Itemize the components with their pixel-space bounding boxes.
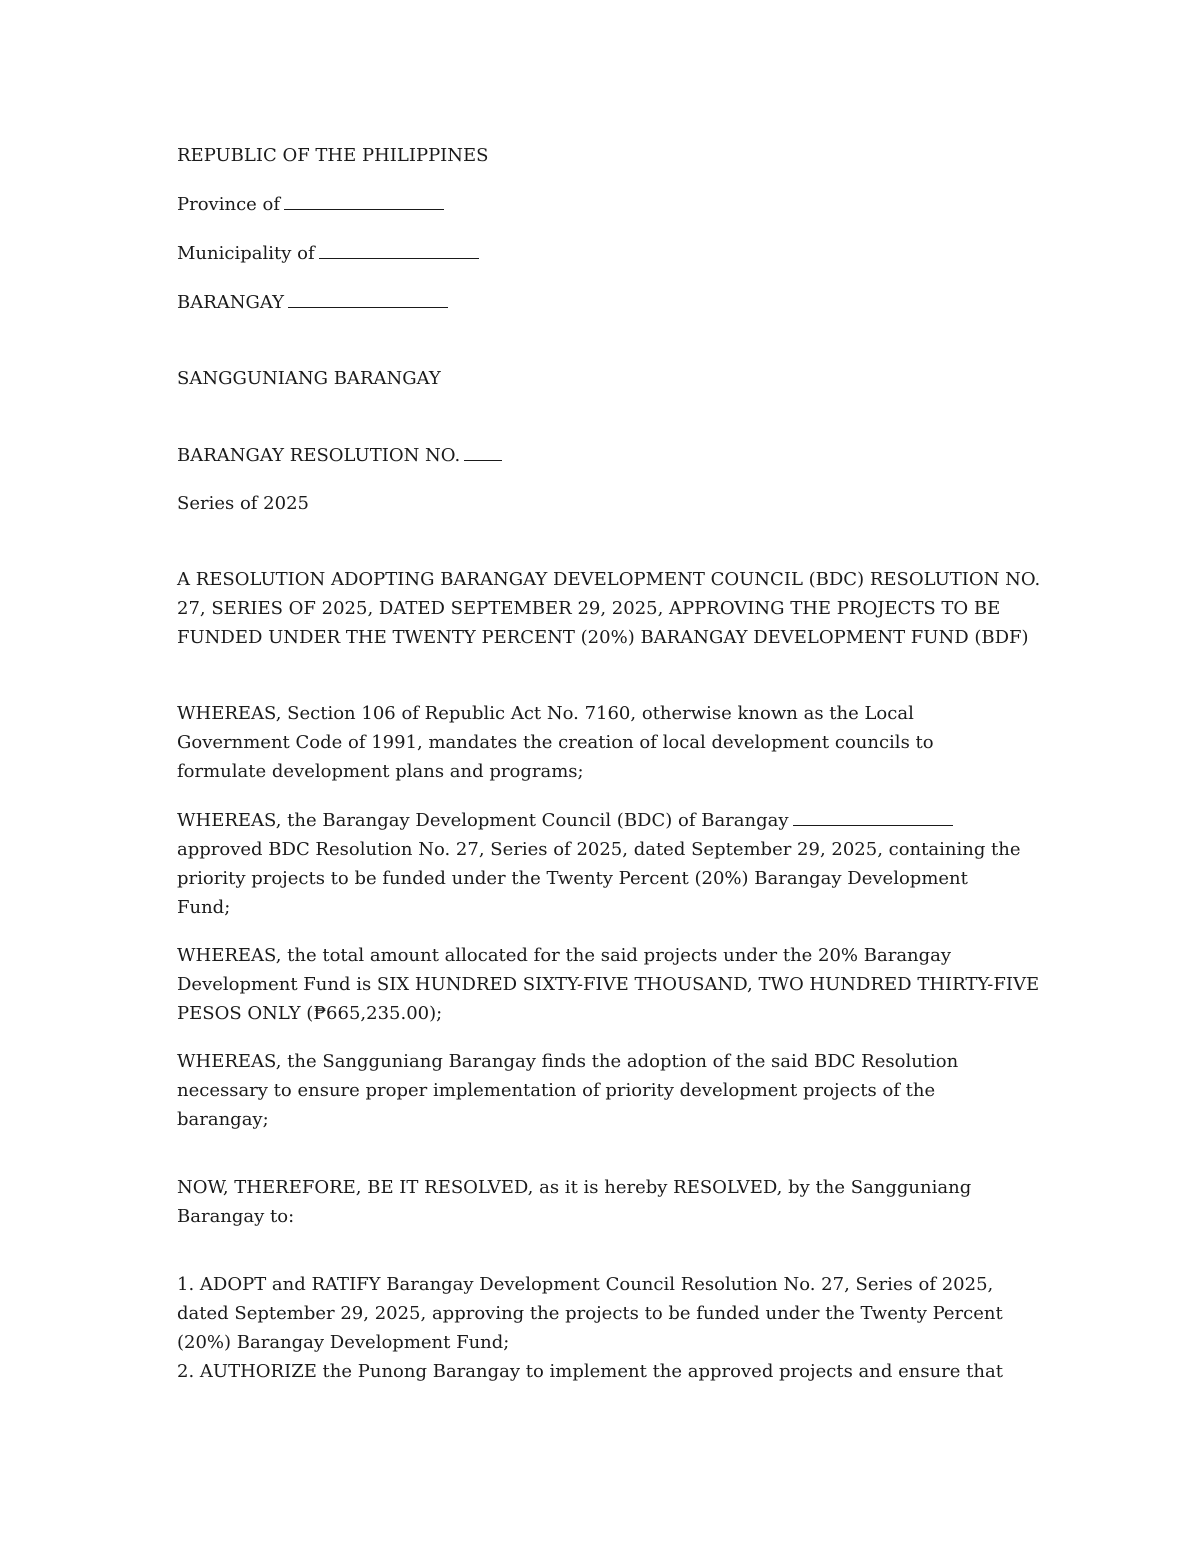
clause-line: WHEREAS, Section 106 of Republic Act No. 7160, otherwise known as the Local — [177, 703, 914, 724]
whereas-clause-1 — [177, 699, 1037, 786]
resolution-item-1 — [177, 1270, 1037, 1357]
clause-line: barangay; — [177, 1109, 269, 1130]
title-line: FUNDED UNDER THE TWENTY PERCENT (20%) BARANGAY DEVELOPMENT FUND (BDF) — [177, 627, 1029, 648]
clause-line: Barangay to: — [177, 1206, 295, 1227]
whereas-clause-4 — [177, 1047, 1037, 1134]
barangay-line — [177, 287, 1037, 317]
clause-line: priority projects to be funded under the Twenty Percent (20%) Barangay Development — [177, 868, 968, 889]
series-line: Series of 2025 — [177, 493, 309, 514]
clause-line: Development Fund is SIX HUNDRED SIXTY-FIVE THOUSAND, TWO HUNDRED THIRTY-FIVE — [177, 974, 1040, 995]
resolution-number-line — [177, 440, 1037, 470]
council-heading: SANGGUNIANG BARANGAY — [177, 368, 441, 389]
item-line: dated September 29, 2025, approving the projects to be funded under the Twenty Percent — [177, 1303, 1003, 1324]
barangay-blank — [288, 287, 448, 308]
document-body — [177, 141, 1041, 1386]
municipality-blank — [319, 238, 479, 259]
clause-line: NOW, THEREFORE, BE IT RESOLVED, as it is hereby RESOLVED, by the Sangguniang — [177, 1177, 972, 1198]
resolution-item-2 — [177, 1357, 1037, 1386]
province-line — [177, 189, 1037, 219]
clause-line: formulate development plans and programs; — [177, 761, 584, 782]
barangay-label: BARANGAY — [177, 292, 285, 313]
clause-line: approved BDC Resolution No. 27, Series of 2025, dated September 29, 2025, containing the — [177, 839, 1021, 860]
clause-line — [177, 805, 1037, 835]
item-line: 2. AUTHORIZE the Punong Barangay to implement the approved projects and ensure that — [177, 1361, 1003, 1382]
resolution-title — [177, 565, 1041, 652]
municipality-line — [177, 238, 1037, 268]
clause-line: necessary to ensure proper implementation of priority development projects of the — [177, 1080, 936, 1101]
whereas-clause-2 — [177, 805, 1037, 922]
whereas-clause-3 — [177, 941, 1040, 1028]
title-line: 27, SERIES OF 2025, DATED SEPTEMBER 29, 2025, APPROVING THE PROJECTS TO BE — [177, 598, 1001, 619]
clause-text: WHEREAS, the Barangay Development Council (BDC) of Barangay — [177, 810, 789, 831]
clause-line: WHEREAS, the total amount allocated for the said projects under the 20% Barangay — [177, 945, 952, 966]
province-label: Province of — [177, 194, 281, 215]
item-line: (20%) Barangay Development Fund; — [177, 1332, 510, 1353]
barangay-name-blank — [793, 805, 953, 826]
resolution-number-label: BARANGAY RESOLUTION NO. — [177, 445, 461, 466]
clause-line: PESOS ONLY (₱665,235.00); — [177, 1003, 443, 1024]
resolved-clause — [177, 1173, 1037, 1231]
clause-line: Government Code of 1991, mandates the creation of local development councils to — [177, 732, 934, 753]
clause-line: WHEREAS, the Sangguniang Barangay finds the adoption of the said BDC Resolution — [177, 1051, 959, 1072]
resolution-number-blank — [464, 440, 502, 461]
municipality-label: Municipality of — [177, 243, 315, 264]
item-line: 1. ADOPT and RATIFY Barangay Development Council Resolution No. 27, Series of 2025, — [177, 1274, 994, 1295]
title-line: A RESOLUTION ADOPTING BARANGAY DEVELOPMENT COUNCIL (BDC) RESOLUTION NO. — [177, 569, 1041, 590]
republic-heading: REPUBLIC OF THE PHILIPPINES — [177, 145, 489, 166]
province-blank — [284, 189, 444, 210]
clause-line: Fund; — [177, 897, 231, 918]
